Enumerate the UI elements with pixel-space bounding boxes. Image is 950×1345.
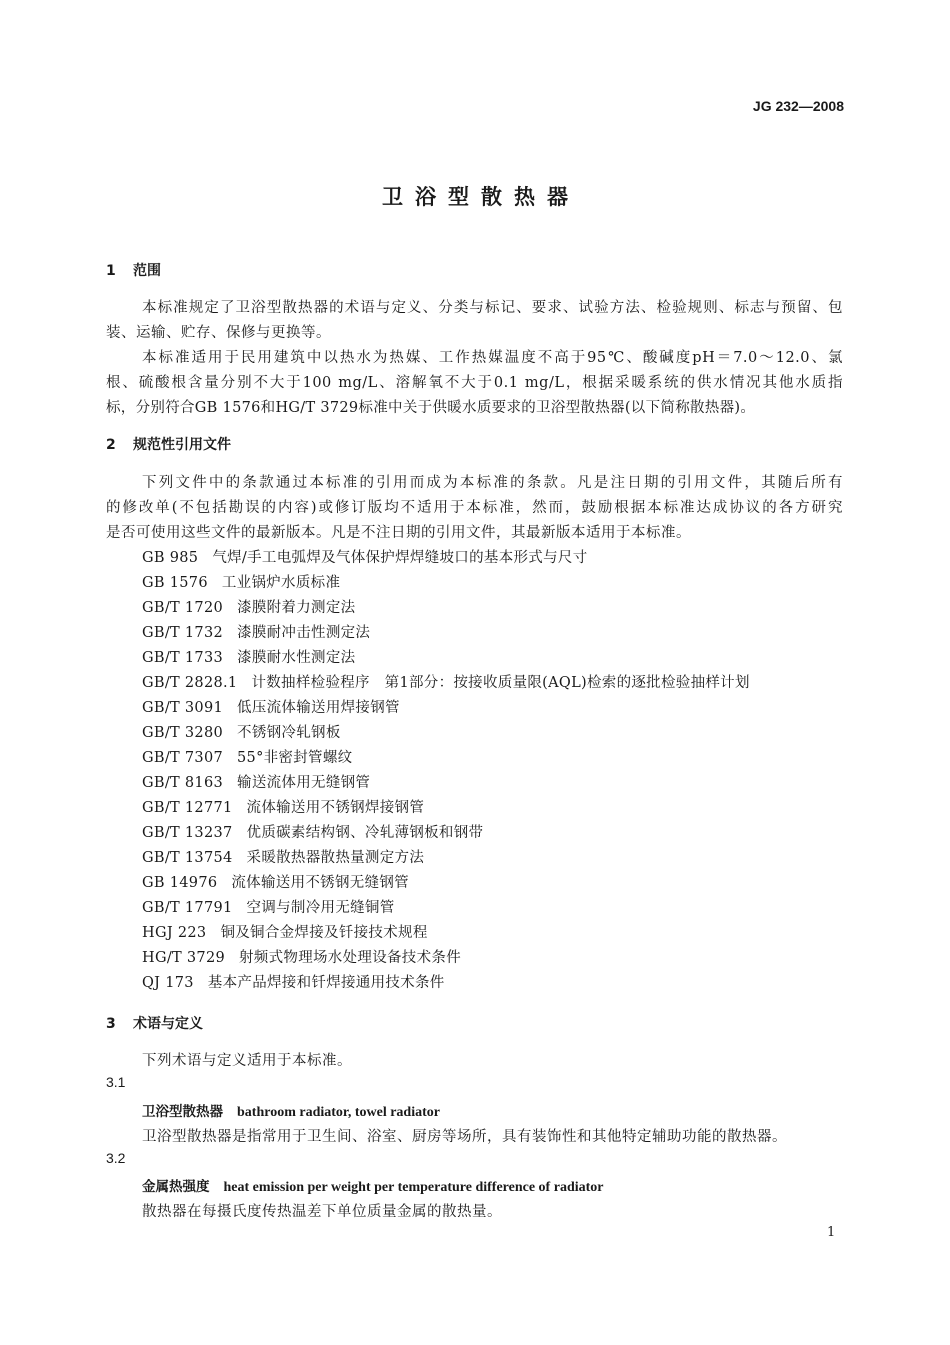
paragraph-line: 根、硫酸根含量分别不大于100 mg/L、溶解氧不大于0.1 mg/L，根据采暖系统的供水情况其他水质指 <box>106 375 843 391</box>
section-number: 2 <box>106 437 116 453</box>
reference-code: QJ 173 <box>142 975 194 991</box>
term-en: bathroom radiator, towel radiator <box>237 1105 440 1120</box>
reference-code: GB/T 3091 <box>142 700 224 716</box>
reference-item <box>142 596 355 617</box>
term-zh: 卫浴型散热器 <box>142 1104 223 1120</box>
reference-title: 流体输送用不锈钢无缝钢管 <box>231 875 409 891</box>
reference-item <box>142 546 588 567</box>
reference-title: 不锈钢冷轧钢板 <box>237 725 341 741</box>
standard-code: JG 232—2008 <box>752 98 844 114</box>
reference-item <box>142 921 428 942</box>
reference-code: GB 985 <box>142 550 199 566</box>
reference-item <box>142 796 424 817</box>
reference-code: GB/T 2828.1 <box>142 675 238 691</box>
reference-item <box>142 671 750 692</box>
term-definition: 散热器在每摄氏度传热温差下单位质量金属的散热量。 <box>142 1204 502 1220</box>
reference-code: GB/T 13237 <box>142 825 233 841</box>
reference-title: 计数抽样检验程序 第1部分：按接收质量限(AQL)检索的逐批检验抽样计划 <box>251 675 750 691</box>
reference-title: 采暖散热器散热量测定方法 <box>246 850 425 866</box>
section-title: 规范性引用文件 <box>133 437 231 453</box>
section-3-heading <box>106 1013 203 1033</box>
reference-title: 基本产品焊接和钎焊接通用技术条件 <box>207 975 445 991</box>
clause-number: 3.1 <box>106 1074 126 1090</box>
reference-code: GB/T 7307 <box>142 750 224 766</box>
reference-title: 气焊/手工电弧焊及气体保护焊焊缝坡口的基本形式与尺寸 <box>212 550 588 566</box>
reference-item <box>142 821 483 842</box>
term-heading <box>142 1100 440 1121</box>
term-definition: 卫浴型散热器是指常用于卫生间、浴室、厨房等场所，具有装饰性和其他特定辅助功能的散热器。 <box>142 1129 787 1145</box>
reference-code: GB 14976 <box>142 875 218 891</box>
reference-title: 空调与制冷用无缝铜管 <box>246 900 395 916</box>
reference-item <box>142 621 370 642</box>
term-en: heat emission per weight per temperature difference of radiator <box>223 1180 604 1195</box>
reference-code: GB/T 8163 <box>142 775 224 791</box>
reference-item <box>142 971 445 992</box>
reference-code: GB/T 17791 <box>142 900 233 916</box>
reference-item <box>142 896 395 917</box>
paragraph-line: 装、运输、贮存、保修与更换等。 <box>106 325 331 341</box>
reference-title: 漆膜耐水性测定法 <box>237 650 356 666</box>
paragraph-line: 标，分别符合GB 1576和HG/T 3729标准中关于供暖水质要求的卫浴型散热器(以下简称散热器)。 <box>106 400 756 416</box>
reference-code: HGJ 223 <box>142 925 207 941</box>
reference-title: 工业锅炉水质标准 <box>221 575 341 591</box>
reference-item <box>142 846 424 867</box>
document-title: 卫浴型散热器 <box>382 185 580 209</box>
paragraph-line: 是否可使用这些文件的最新版本。凡是不注日期的引用文件，其最新版本适用于本标准。 <box>106 525 691 541</box>
reference-item <box>142 946 461 967</box>
reference-title: 输送流体用无缝钢管 <box>237 775 371 791</box>
reference-item <box>142 871 409 892</box>
reference-title: 漆膜耐冲击性测定法 <box>237 625 371 641</box>
reference-code: HG/T 3729 <box>142 950 225 966</box>
reference-title: 低压流体输送用焊接钢管 <box>237 700 400 716</box>
reference-code: GB/T 1732 <box>142 625 224 641</box>
section-number: 3 <box>106 1016 116 1032</box>
reference-item <box>142 721 341 742</box>
section-title: 范围 <box>133 263 161 279</box>
paragraph-line: 下列文件中的条款通过本标准的引用而成为本标准的条款。凡是注日期的引用文件，其随后所有 <box>142 475 843 491</box>
paragraph-line: 本标准规定了卫浴型散热器的术语与定义、分类与标记、要求、试验方法、检验规则、标志与预留、包 <box>142 300 843 316</box>
section-1-heading <box>106 260 161 280</box>
section-title: 术语与定义 <box>133 1016 203 1032</box>
section-2-heading <box>106 434 231 454</box>
reference-code: GB 1576 <box>142 575 208 591</box>
clause-number: 3.2 <box>106 1150 126 1166</box>
reference-item <box>142 771 370 792</box>
reference-item <box>142 696 400 717</box>
page-number: 1 <box>827 1225 836 1240</box>
paragraph-line: 的修改单(不包括勘误的内容)或修订版均不适用于本标准，然而，鼓励根据本标准达成协议的各方研究 <box>106 500 843 516</box>
reference-title: 流体输送用不锈钢焊接钢管 <box>246 800 425 816</box>
reference-title: 铜及铜合金焊接及钎接技术规程 <box>220 925 428 941</box>
reference-item <box>142 571 340 592</box>
reference-code: GB/T 12771 <box>142 800 233 816</box>
reference-item <box>142 646 355 667</box>
section-number: 1 <box>106 263 116 279</box>
paragraph-line: 下列术语与定义适用于本标准。 <box>142 1053 352 1069</box>
reference-code: GB/T 3280 <box>142 725 224 741</box>
reference-title: 优质碳素结构钢、冷轧薄钢板和钢带 <box>246 825 484 841</box>
term-heading <box>142 1175 604 1196</box>
term-zh: 金属热强度 <box>142 1179 210 1195</box>
reference-title: 55°非密封管螺纹 <box>237 750 353 766</box>
paragraph-line: 本标准适用于民用建筑中以热水为热媒、工作热媒温度不高于95℃、酸碱度pH＝7.0～12.0、氯 <box>142 350 843 366</box>
reference-title: 漆膜附着力测定法 <box>237 600 356 616</box>
reference-item <box>142 746 352 767</box>
reference-code: GB/T 1720 <box>142 600 224 616</box>
reference-title: 射频式物理场水处理设备技术条件 <box>239 950 461 966</box>
reference-code: GB/T 13754 <box>142 850 233 866</box>
reference-code: GB/T 1733 <box>142 650 224 666</box>
